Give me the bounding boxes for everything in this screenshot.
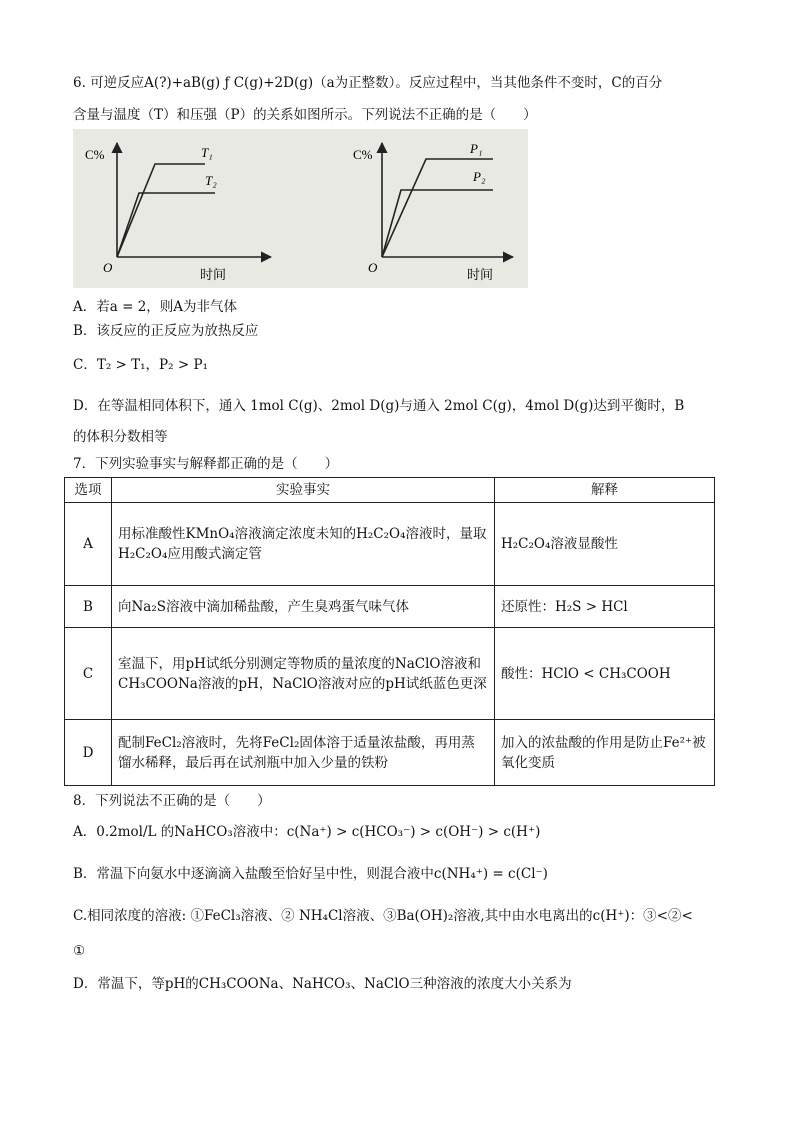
graph-right-ylabel: C%	[353, 147, 373, 162]
table-row	[65, 628, 715, 720]
q8-option-a: A．0.2mol/L 的NaHCO₃溶液中：c(Na⁺) > c(HCO₃⁻) > c(OH⁻) > c(H⁺)	[73, 824, 541, 840]
graph-right-p2-label: P₂	[473, 169, 486, 184]
q8-option-b: B．常温下向氨水中逐滴滴入盐酸至恰好呈中性，则混合液中c(NH₄⁺) = c(Cl⁻)	[73, 866, 548, 882]
q7-header-option: 选项	[65, 478, 112, 503]
q6-option-d-line2: 的体积分数相等	[73, 429, 168, 445]
q6-option-d-line1: D．在等温相同体积下，通入 1mol C(g)、2mol D(g)与通入 2mol C(g)，4mol D(g)达到平衡时，B	[73, 398, 685, 414]
graph-left-curve-t1	[117, 164, 205, 257]
q7-row-c-explain: 酸性：HClO < CH₃COOH	[495, 628, 715, 720]
q8-stem: 8．下列说法不正确的是（ ）	[73, 793, 271, 809]
q8-option-c-line2: ①	[73, 943, 86, 959]
q6-option-a: A．若a = 2，则A为非气体	[73, 299, 238, 315]
graph-left-xlabel: 时间	[200, 268, 227, 283]
q6-stem-line1: 6. 可逆反应A(?)+aB(g) ƒ C(g)+2D(g)（a为正整数）。反应过程中，当其他条件不变时，C的百分	[73, 75, 663, 91]
graph-left-t1-label: T₁	[201, 145, 213, 160]
q7-table-header-row	[65, 478, 715, 503]
q6-option-b: B．该反应的正反应为放热反应	[73, 323, 259, 339]
q6-graphs	[73, 129, 528, 288]
graph-right-xlabel: 时间	[467, 268, 494, 283]
q8-option-c-line1: C.相同浓度的溶液: ①FeCl₃溶液、② NH₄Cl溶液、③Ba(OH)₂溶液,其中由水电离出的c(H⁺)：③<②<	[73, 908, 693, 924]
q7-row-d-explain: 加入的浓盐酸的作用是防止Fe²⁺被氧化变质	[495, 720, 715, 786]
q7-row-a-explain: H₂C₂O₄溶液显酸性	[495, 503, 715, 586]
q7-table	[64, 477, 715, 786]
q7-header-explain: 解释	[495, 478, 715, 503]
q7-row-a-fact: 用标准酸性KMnO₄溶液滴定浓度未知的H₂C₂O₄溶液时，量取H₂C₂O₄应用酸式滴定管	[112, 503, 495, 586]
graph-left-t2-label: T₂	[205, 173, 217, 188]
q7-row-b-option: B	[65, 586, 112, 628]
q8-option-d: D．常温下，等pH的CH₃COONa、NaHCO₃、NaClO三种溶液的浓度大小关系为	[73, 976, 572, 992]
graph-right	[353, 141, 513, 283]
graph-left-ylabel: C%	[85, 147, 105, 162]
table-row	[65, 586, 715, 628]
graph-right-p1-label: P₁	[470, 141, 483, 156]
q7-row-d-option: D	[65, 720, 112, 786]
graph-right-curve-p2	[382, 190, 493, 257]
graph-left-curve-t2	[117, 193, 215, 257]
graph-left	[85, 143, 271, 283]
q7-row-b-fact: 向Na₂S溶液中滴加稀盐酸，产生臭鸡蛋气味气体	[112, 586, 495, 628]
q7-row-c-fact: 室温下，用pH试纸分别测定等物质的量浓度的NaClO溶液和CH₃COONa溶液的pH，NaClO溶液对应的pH试纸蓝色更深	[112, 628, 495, 720]
q7-row-d-fact: 配制FeCl₂溶液时，先将FeCl₂固体溶于适量浓盐酸，再用蒸馏水稀释，最后再在试剂瓶中加入少量的铁粉	[112, 720, 495, 786]
q6-figure	[73, 129, 528, 288]
q7-row-c-option: C	[65, 628, 112, 720]
q7-row-b-explain: 还原性：H₂S > HCl	[495, 586, 715, 628]
q6-stem-line2: 含量与温度（T）和压强（P）的关系如图所示。下列说法不正确的是（ ）	[73, 107, 537, 123]
q6-option-c: C．T₂ > T₁，P₂ > P₁	[73, 357, 208, 373]
q7-row-a-option: A	[65, 503, 112, 586]
graph-right-origin: O	[368, 260, 378, 275]
q7-stem: 7．下列实验事实与解释都正确的是（ ）	[73, 456, 339, 472]
table-row	[65, 503, 715, 586]
q7-header-fact: 实验事实	[112, 478, 495, 503]
table-row	[65, 720, 715, 786]
graph-left-origin: O	[103, 260, 113, 275]
